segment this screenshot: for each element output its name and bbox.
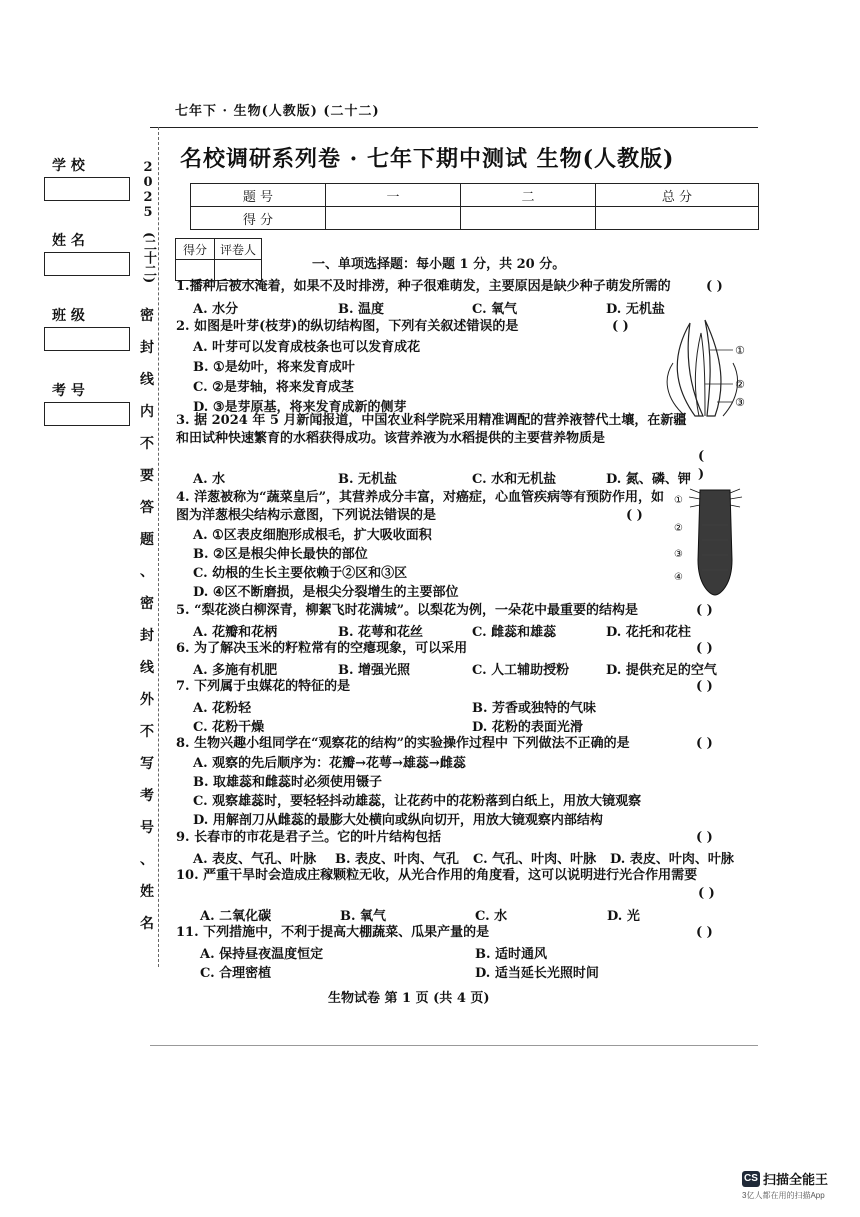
score-cell[interactable] — [596, 207, 759, 230]
question-stem: 6. 为了解决玉米的籽粒常有的空瘪现象，可以采用 — [176, 641, 468, 656]
option[interactable]: B. ①是幼叶，将来发育成叶 — [193, 360, 355, 375]
year-code — [140, 160, 156, 220]
option[interactable]: D. 提供充足的空气 — [606, 663, 717, 678]
option[interactable]: C. 人工辅助授粉 — [472, 663, 570, 678]
seal-char: 写 — [140, 756, 154, 772]
option[interactable]: C. 观察雄蕊时，要轻轻抖动雄蕊，让花药中的花粉落到白纸上，用放大镜观察 — [193, 794, 642, 809]
diagram-label: ③ — [674, 549, 683, 560]
question-7 — [176, 678, 746, 696]
option[interactable]: D. 表皮、叶肉、叶脉 — [610, 852, 734, 867]
question-8 — [176, 735, 746, 753]
leaf-bud-diagram — [655, 318, 755, 418]
option[interactable]: C. 水 — [475, 909, 508, 924]
watermark-name: 扫描全能王 — [763, 1172, 829, 1187]
question-stem: 2. 如图是叶芽(枝芽)的纵切结构图，下列有关叙述错误的是 — [176, 319, 519, 334]
year-digit: 5 — [143, 205, 153, 220]
score-header: 二 — [461, 184, 596, 207]
option[interactable]: B. 温度 — [338, 302, 385, 317]
option[interactable]: A. 二氧化碳 — [200, 909, 272, 924]
class-field — [44, 305, 130, 351]
answer-paren[interactable]: ( ) — [698, 886, 715, 901]
seal-char: 封 — [140, 628, 154, 644]
option[interactable]: B. 增强光照 — [338, 663, 411, 678]
grader-table — [175, 238, 262, 281]
option[interactable]: C. 花粉干燥 — [193, 720, 265, 735]
question-stem: 11. 下列措施中，不利于提高大棚蔬菜、瓜果产量的是 — [176, 925, 490, 940]
option[interactable]: A. ①区表皮细胞形成根毛，扩大吸收面积 — [193, 528, 432, 543]
seal-char: 封 — [140, 340, 154, 356]
option[interactable]: C. 气孔、叶肉、叶脉 — [473, 852, 597, 867]
option[interactable]: B. 取雄蕊和雌蕊时必须使用镊子 — [193, 775, 383, 790]
seal-char: 答 — [140, 500, 154, 516]
option[interactable]: A. 叶芽可以发育成枝条也可以发育成花 — [193, 340, 421, 355]
diagram-label: ④ — [674, 572, 683, 583]
exam-no-field — [44, 380, 130, 426]
school-label: 学 校 — [44, 155, 130, 178]
watermark-tagline: 3亿人都在用的扫描App — [742, 1191, 825, 1200]
exam-no-label: 考 号 — [44, 380, 130, 403]
diagram-label: ② — [674, 523, 683, 534]
question-stem: 3. 据 2024 年 5 月新闻报道，中国农业科学院采用精准调配的营养液替代土壤，在新疆和田试种快速繁育的水稻获得成功。该营养液为水稻提供的主要营养物质是 — [176, 413, 687, 446]
option[interactable]: D. 适当延长光照时间 — [475, 966, 599, 981]
question-stem: 9. 长春市的市花是君子兰。它的叶片结构包括 — [176, 830, 442, 845]
question-stem: 7. 下列属于虫媒花的特征的是 — [176, 679, 351, 694]
diagram-label: ② — [735, 378, 745, 391]
header-rule — [150, 127, 758, 128]
exam-no-blank — [44, 403, 130, 426]
year-digit: 2 — [143, 160, 153, 175]
scanner-watermark — [742, 1168, 852, 1201]
answer-paren[interactable]: ( ) — [706, 279, 723, 294]
answer-paren[interactable]: ( ) — [698, 449, 705, 482]
score-header-row — [191, 184, 759, 207]
score-header: 题 号 — [191, 184, 326, 207]
option[interactable]: D. 用解剖刀从雌蕊的最膨大处横向或纵向切开，用放大镜观察内部结构 — [193, 813, 603, 828]
school-blank — [44, 178, 130, 201]
name-label: 姓 名 — [44, 230, 130, 253]
answer-paren[interactable]: ( ) — [626, 508, 643, 523]
option[interactable]: C. 雌蕊和雄蕊 — [472, 625, 557, 640]
question-5 — [176, 602, 746, 620]
seal-char: 号 — [140, 820, 154, 836]
option[interactable]: B. ②区是根尖伸长最快的部位 — [193, 547, 368, 562]
option[interactable]: B. 氧气 — [340, 909, 387, 924]
option[interactable]: B. 花萼和花丝 — [338, 625, 424, 640]
issue-code: (二十二) — [141, 232, 156, 284]
seal-char: 线 — [140, 660, 154, 676]
section-title: 一、单项选择题：每小题 1 分，共 20 分。 — [312, 257, 566, 272]
seal-char: 密 — [140, 308, 154, 324]
answer-paren[interactable]: ( ) — [696, 641, 713, 656]
diagram-label: ① — [735, 344, 745, 357]
seal-char: 内 — [140, 404, 154, 420]
school-field — [44, 155, 130, 201]
question-2 — [176, 318, 646, 336]
seal-char: 不 — [140, 724, 154, 740]
cs-logo-icon: CS — [742, 1171, 760, 1187]
option[interactable]: D. 花粉的表面光滑 — [472, 720, 583, 735]
q4-options — [193, 526, 459, 602]
grader-person-label: 评卷人 — [215, 239, 262, 260]
seal-char: 密 — [140, 596, 154, 612]
class-blank — [44, 328, 130, 351]
option[interactable]: C. ②是芽轴，将来发育成茎 — [193, 380, 354, 395]
seal-char: 考 — [140, 788, 154, 804]
score-row-label: 得 分 — [191, 207, 326, 230]
question-stem: 10. 严重干旱时会造成庄稼颗粒无收，从光合作用的角度看，这可以说明进行光合作用需要 — [176, 868, 698, 883]
seal-char: 线 — [140, 372, 154, 388]
option[interactable]: A. 表皮、气孔、叶脉 — [193, 852, 317, 867]
score-row — [191, 207, 759, 230]
diagram-label: ① — [674, 495, 683, 506]
option[interactable]: A. 花瓣和花柄 — [193, 625, 278, 640]
question-stem: 5. “梨花淡白柳深青，柳絮飞时花满城”。以梨花为例，一朵花中最重要的结构是 — [176, 603, 639, 618]
option[interactable]: B. 适时通风 — [475, 947, 548, 962]
option[interactable]: A. 多施有机肥 — [193, 663, 278, 678]
score-cell[interactable] — [326, 207, 461, 230]
option[interactable]: B. 无机盐 — [338, 472, 398, 487]
option[interactable]: D. ④区不断磨损，是根尖分裂增生的主要部位 — [193, 585, 459, 600]
class-label: 班 级 — [44, 305, 130, 328]
question-11 — [176, 924, 746, 942]
score-header: 总 分 — [596, 184, 759, 207]
seal-char: 、 — [140, 564, 154, 580]
question-6 — [176, 640, 746, 658]
seal-char: 名 — [140, 916, 154, 932]
option[interactable]: D. ③是芽原基，将来发育成新的侧芽 — [193, 400, 407, 415]
year-digit: 0 — [143, 175, 153, 190]
name-field — [44, 230, 130, 276]
option[interactable]: D. 光 — [607, 909, 640, 924]
root-tip-diagram — [672, 485, 752, 600]
question-4 — [176, 489, 666, 525]
grader-score-label: 得分 — [176, 239, 215, 260]
answer-paren[interactable]: ( ) — [696, 830, 713, 845]
option[interactable]: D. 氮、磷、钾 — [606, 472, 691, 487]
option[interactable]: A. 水分 — [193, 302, 239, 317]
option[interactable]: A. 观察的先后顺序为：花瓣→花萼→雄蕊→雌蕊 — [193, 756, 466, 771]
seal-line — [158, 127, 159, 967]
answer-paren[interactable]: ( ) — [696, 603, 713, 618]
option[interactable]: A. 水 — [193, 472, 226, 487]
score-table — [190, 183, 759, 230]
footer-rule — [150, 1045, 758, 1046]
name-blank — [44, 253, 130, 276]
question-1 — [176, 278, 746, 296]
seal-char: 外 — [140, 692, 154, 708]
score-header: 一 — [326, 184, 461, 207]
answer-paren[interactable]: ( ) — [696, 736, 713, 751]
running-title: 七年下 · 生物(人教版) (二十二) — [175, 104, 380, 119]
seal-instruction — [138, 300, 156, 940]
year-digit: 2 — [143, 190, 153, 205]
option[interactable]: B. 表皮、叶肉、气孔 — [335, 852, 460, 867]
score-cell[interactable] — [461, 207, 596, 230]
page-title: 名校调研系列卷 · 七年下期中测试 生物(人教版) — [180, 146, 675, 172]
seal-char: 不 — [140, 436, 154, 452]
option[interactable]: D. 无机盐 — [606, 302, 665, 317]
question-stem: 4. 洋葱被称为“蔬菜皇后”，其营养成分丰富，对癌症，心血管疾病等有预防作用，如图为洋葱根尖结构示意图，下列说法错误的是 — [176, 490, 665, 523]
question-stem: 1.播种后被水淹着，如果不及时排涝，种子很难萌发，主要原因是缺少种子萌发所需的 — [176, 279, 671, 294]
seal-char: 题 — [140, 532, 154, 548]
q8-options — [193, 754, 641, 830]
option[interactable]: A. 保持昼夜温度恒定 — [200, 947, 324, 962]
question-10 — [176, 867, 736, 901]
answer-paren[interactable]: ( ) — [696, 925, 713, 940]
option[interactable]: C. 合理密植 — [200, 966, 272, 981]
diagram-label: ③ — [735, 396, 745, 409]
option[interactable]: B. 芳香或独特的气味 — [472, 701, 597, 716]
option[interactable]: A. 花粉轻 — [193, 701, 252, 716]
answer-paren[interactable]: ( ) — [612, 319, 629, 334]
question-stem: 8. 生物兴趣小组同学在“观察花的结构”的实验操作过程中 下列做法不正确的是 — [176, 736, 630, 751]
seal-char: 、 — [140, 852, 154, 868]
q2-options — [193, 338, 420, 418]
option[interactable]: D. 花托和花柱 — [606, 625, 691, 640]
option[interactable]: C. 水和无机盐 — [472, 472, 557, 487]
answer-paren[interactable]: ( ) — [696, 679, 713, 694]
seal-char: 姓 — [140, 884, 154, 900]
option[interactable]: C. 氧气 — [472, 302, 518, 317]
seal-char: 要 — [140, 468, 154, 484]
option[interactable]: C. 幼根的生长主要依赖于②区和③区 — [193, 566, 408, 581]
question-9 — [176, 829, 746, 847]
page-footer: 生物试卷 第 1 页 (共 4 页) — [328, 991, 490, 1006]
